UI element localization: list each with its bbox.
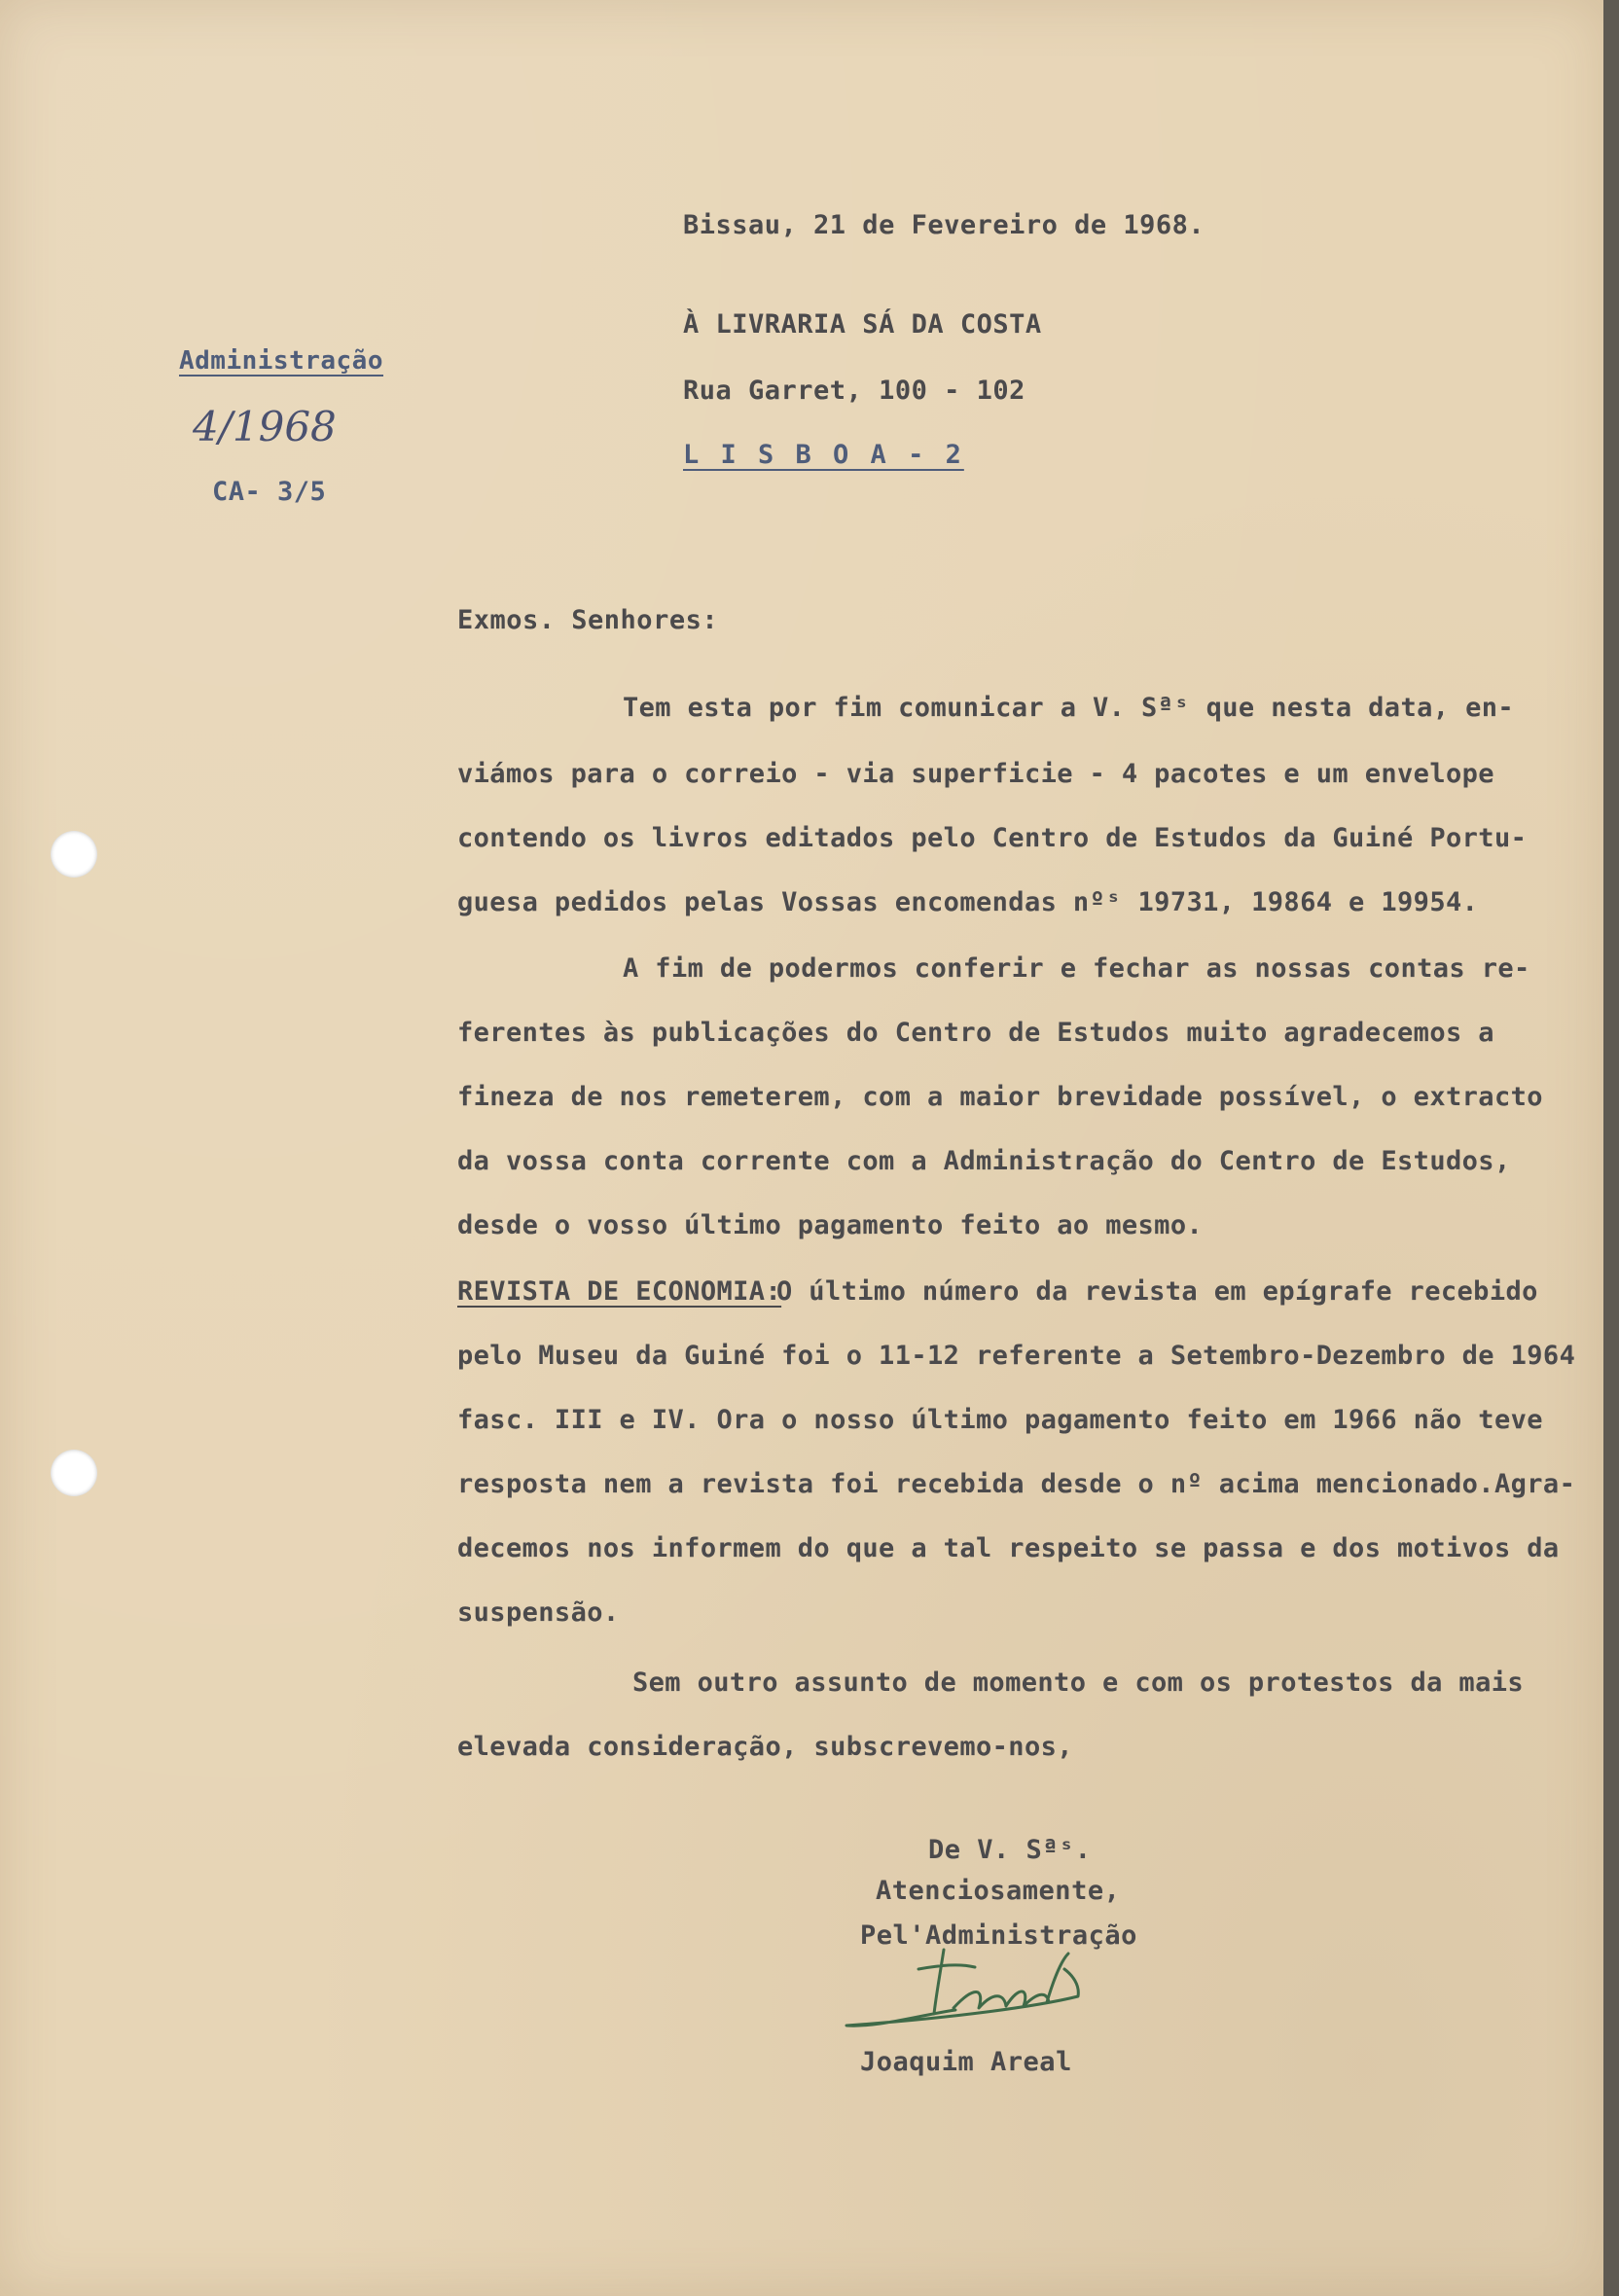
body-line: guesa pedidos pelas Vossas encomendas nºˢ 19731, 19864 e 19954. bbox=[457, 887, 1479, 917]
body-line: Sem outro assunto de momento e com os protestos da mais bbox=[632, 1668, 1525, 1698]
signature-scribble bbox=[839, 1946, 1121, 2043]
body-line: viámos para o correio - via superficie - 4 pacotes e um envelope bbox=[457, 759, 1494, 789]
body-line: fasc. III e IV. Ora o nosso último pagamento feito em 1966 não teve bbox=[457, 1405, 1543, 1435]
body-line: ferentes às publicações do Centro de Estudos muito agradecemos a bbox=[457, 1018, 1494, 1048]
department-heading: Administração bbox=[179, 346, 383, 376]
date-line: Bissau, 21 de Fevereiro de 1968. bbox=[683, 210, 1205, 240]
body-line: decemos nos informem do que a tal respeito se passa e dos motivos da bbox=[457, 1533, 1560, 1563]
revista-heading: REVISTA DE ECONOMIA: bbox=[457, 1276, 782, 1307]
body-line: elevada consideração, subscrevemo-nos, bbox=[457, 1732, 1073, 1762]
salutation: Exmos. Senhores: bbox=[457, 605, 719, 635]
signer-name: Joaquim Areal bbox=[860, 2047, 1072, 2077]
closing-line-3: Pel'Administração bbox=[860, 1920, 1137, 1951]
closing-line-1: De V. Sªˢ. bbox=[928, 1835, 1092, 1865]
reference-code: CA- 3/5 bbox=[212, 477, 327, 507]
body-line: fineza de nos remeterem, com a maior brevidade possível, o extracto bbox=[457, 1082, 1543, 1112]
body-line: resposta nem a revista foi recebida desde o nº acima mencionado.Agra- bbox=[457, 1469, 1576, 1499]
recipient-name: À LIVRARIA SÁ DA COSTA bbox=[683, 309, 1042, 340]
reference-number: 4/1968 bbox=[193, 403, 337, 450]
recipient-street: Rua Garret, 100 - 102 bbox=[683, 376, 1025, 406]
closing-line-2: Atenciosamente, bbox=[876, 1876, 1121, 1906]
body-line: desde o vosso último pagamento feito ao mesmo. bbox=[457, 1210, 1204, 1240]
body-line: O último número da revista em epígrafe recebido bbox=[776, 1276, 1538, 1307]
body-line: contendo os livros editados pelo Centro de Estudos da Guiné Portu- bbox=[457, 823, 1528, 853]
body-line: da vossa conta corrente com a Administração do Centro de Estudos, bbox=[457, 1146, 1511, 1176]
body-line: Tem esta por fim comunicar a V. Sªˢ que nesta data, en- bbox=[623, 693, 1515, 723]
body-line: pelo Museu da Guiné foi o 11-12 referente a Setembro-Dezembro de 1964 bbox=[457, 1341, 1576, 1371]
punch-hole-top bbox=[51, 831, 97, 878]
punch-hole-bottom bbox=[51, 1450, 97, 1496]
body-line: A fim de podermos conferir e fechar as nossas contas re- bbox=[623, 953, 1530, 984]
body-line: suspensão. bbox=[457, 1597, 620, 1628]
recipient-city: L I S B O A - 2 bbox=[683, 440, 964, 470]
